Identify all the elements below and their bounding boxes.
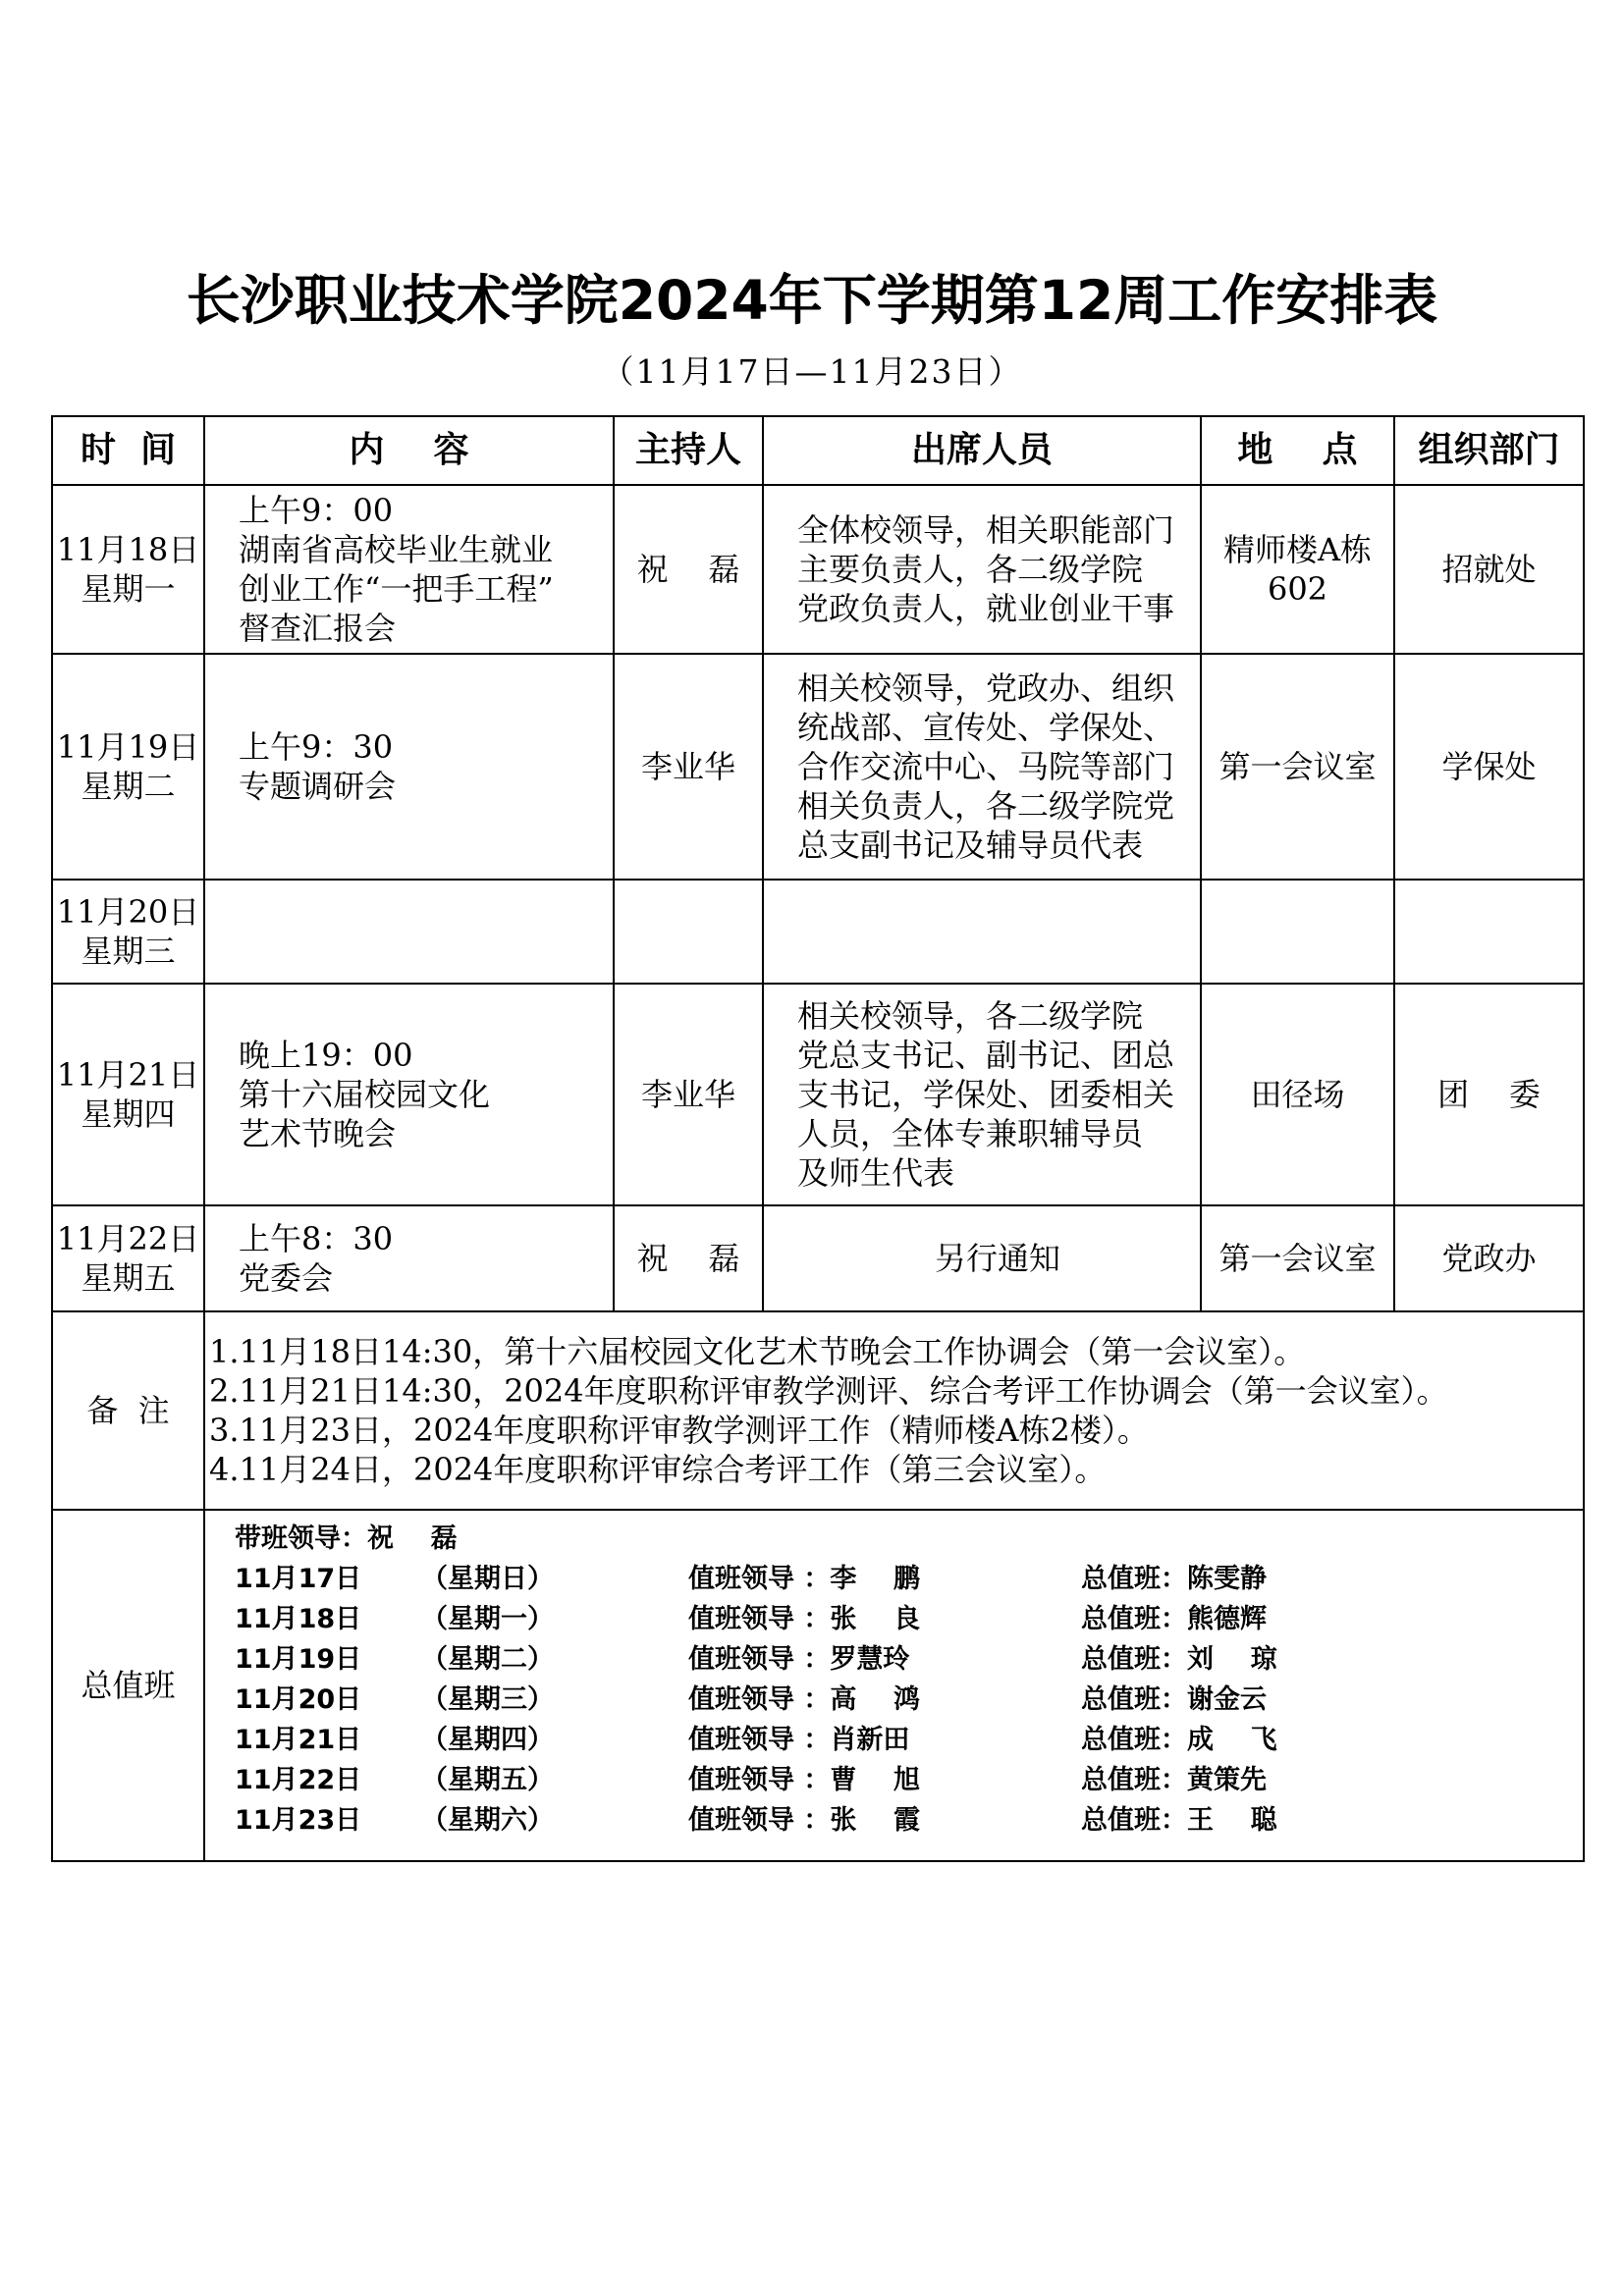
- host-name: 李业华: [640, 748, 735, 785]
- attendees-cell: [763, 880, 1201, 984]
- duty-date: 11月22日: [235, 1765, 362, 1795]
- schedule-row: [52, 984, 1584, 1205]
- duty-date: 11月17日: [235, 1564, 362, 1594]
- date-text: 11月21日: [56, 1056, 200, 1094]
- notes-cell: [204, 1311, 1584, 1510]
- attendee-line: 党政负责人，就业创业干事: [797, 590, 1175, 627]
- schedule-row: [52, 654, 1584, 880]
- duty-weekday: （星期三）: [421, 1684, 554, 1715]
- attendee-line: 支书记，学保处、团委相关: [797, 1076, 1175, 1113]
- location-line: 精师楼A栋: [1222, 531, 1373, 568]
- duty-leader: 值班领导 ：张 霞: [688, 1805, 920, 1836]
- note-item: 4.11月24日，2024年度职称评审综合考评工作（第三会议室）。: [209, 1451, 1107, 1488]
- schedule-row: [52, 1205, 1584, 1311]
- attendees-cell: [763, 654, 1201, 880]
- duty-chief: 总值班：谢金云: [1081, 1684, 1267, 1715]
- duty-schedule-line: [235, 1760, 1583, 1800]
- duty-chief: 总值班：王 聪: [1081, 1805, 1277, 1836]
- duty-lead-leader: 带班领导：祝 磊: [235, 1523, 458, 1554]
- location-cell: [1201, 654, 1394, 880]
- content-cell: [204, 984, 614, 1205]
- header-attendees: 出席人员: [763, 416, 1201, 485]
- duty-row: [52, 1510, 1584, 1861]
- host-name: 祝 磊: [636, 551, 740, 588]
- organizer-cell: [1394, 485, 1584, 654]
- duty-schedule-line: [235, 1639, 1583, 1680]
- duty-leader: 值班领导 ：张 良: [688, 1604, 920, 1634]
- organizer-name: 党政办: [1441, 1240, 1537, 1277]
- location-line: 第一会议室: [1218, 748, 1377, 785]
- schedule-table: [51, 415, 1585, 1862]
- host-cell: [614, 654, 763, 880]
- attendees-cell: [763, 1205, 1201, 1311]
- attendee-line: 党总支书记、副书记、团总: [797, 1037, 1175, 1074]
- content-cell: [204, 485, 614, 654]
- content-cell: [204, 1205, 614, 1311]
- attendee-line: 相关校领导，党政办、组织: [797, 669, 1175, 707]
- time-cell: [52, 1205, 204, 1311]
- attendee-line: 及师生代表: [797, 1154, 955, 1192]
- content-line: 上午9：00: [239, 492, 394, 529]
- duty-schedule-line: [235, 1720, 1583, 1760]
- location-cell: [1201, 880, 1394, 984]
- organizer-name: 团 委: [1437, 1076, 1541, 1113]
- duty-weekday: （星期六）: [421, 1805, 554, 1836]
- location-cell: [1201, 984, 1394, 1205]
- content-line: 上午9：30: [239, 728, 394, 766]
- duty-schedule-line: [235, 1800, 1583, 1841]
- content-line: 创业工作“一把手工程”: [239, 570, 554, 608]
- attendee-line: 总支副书记及辅导员代表: [797, 827, 1144, 864]
- content-line: 专题调研会: [239, 768, 397, 805]
- location-line: 田径场: [1250, 1076, 1345, 1113]
- duty-schedule-line: [235, 1599, 1583, 1639]
- attendee-line: 另行通知: [934, 1240, 1060, 1277]
- attendee-line: 人员，全体专兼职辅导员: [797, 1115, 1144, 1152]
- host-cell: [614, 880, 763, 984]
- duty-date: 11月21日: [235, 1725, 362, 1755]
- date-text: 11月22日: [56, 1220, 200, 1257]
- note-item: 2.11月21日14:30，2024年度职称评审教学测评、综合考评工作协调会（第一会议室）。: [209, 1372, 1448, 1410]
- header-content: 内 容: [204, 416, 614, 485]
- duty-date: 11月18日: [235, 1604, 362, 1634]
- content-line: 上午8：30: [239, 1220, 394, 1257]
- date-range-subtitle: （11月17日—11月23日）: [601, 352, 1023, 391]
- location-line: 第一会议室: [1218, 1240, 1377, 1277]
- content-cell: [204, 654, 614, 880]
- host-cell: [614, 984, 763, 1205]
- weekday-text: 星期四: [81, 1095, 176, 1133]
- weekday-text: 星期三: [81, 933, 176, 970]
- organizer-name: 招就处: [1441, 551, 1537, 588]
- duty-leader: 值班领导 ：肖新田: [688, 1725, 910, 1755]
- weekday-text: 星期二: [81, 768, 176, 805]
- date-text: 11月20日: [56, 893, 200, 931]
- date-text: 11月19日: [56, 728, 200, 766]
- duty-chief: 总值班：黄策先: [1081, 1765, 1267, 1795]
- duty-chief: 总值班：熊德辉: [1081, 1604, 1267, 1634]
- duty-date: 11月23日: [235, 1805, 362, 1836]
- schedule-row: [52, 485, 1584, 654]
- time-cell: [52, 984, 204, 1205]
- content-line: 督查汇报会: [239, 610, 397, 647]
- duty-weekday: （星期二）: [421, 1644, 554, 1675]
- attendee-line: 全体校领导，相关职能部门: [797, 511, 1175, 549]
- duty-weekday: （星期四）: [421, 1725, 554, 1755]
- duty-leader: 值班领导 ：曹 旭: [688, 1765, 920, 1795]
- duty-weekday: （星期五）: [421, 1765, 554, 1795]
- attendees-cell: [763, 485, 1201, 654]
- duty-label: 总值班: [52, 1510, 204, 1861]
- organizer-cell: [1394, 880, 1584, 984]
- location-line: 602: [1267, 570, 1328, 608]
- content-line: 晚上19：00: [239, 1037, 413, 1074]
- duty-weekday: （星期一）: [421, 1604, 554, 1634]
- content-line: 湖南省高校毕业生就业: [239, 531, 554, 568]
- host-cell: [614, 1205, 763, 1311]
- duty-chief: 总值班：刘 琼: [1081, 1644, 1277, 1675]
- duty-chief: 总值班：陈雯静: [1081, 1564, 1267, 1594]
- note-item: 1.11月18日14:30，第十六届校园文化艺术节晚会工作协调会（第一会议室）。: [209, 1333, 1306, 1370]
- attendee-line: 合作交流中心、马院等部门: [797, 748, 1175, 785]
- content-line: 党委会: [239, 1259, 334, 1297]
- duty-date: 11月19日: [235, 1644, 362, 1675]
- weekday-text: 星期一: [81, 570, 176, 608]
- organizer-cell: [1394, 654, 1584, 880]
- weekday-text: 星期五: [81, 1259, 176, 1297]
- organizer-cell: [1394, 1205, 1584, 1311]
- content-line: 第十六届校园文化: [239, 1076, 491, 1113]
- duty-schedule-line: [235, 1559, 1583, 1599]
- location-cell: [1201, 485, 1394, 654]
- page-title: 长沙职业技术学院2024年下学期第12周工作安排表: [186, 269, 1438, 332]
- time-cell: [52, 485, 204, 654]
- content-cell: [204, 880, 614, 984]
- note-item: 3.11月23日，2024年度职称评审教学测评工作（精师楼A栋2楼）。: [209, 1412, 1149, 1449]
- duty-chief: 总值班：成 飞: [1081, 1725, 1277, 1755]
- header-location: 地 点: [1201, 416, 1394, 485]
- attendee-line: 主要负责人，各二级学院: [797, 551, 1144, 588]
- date-text: 11月18日: [56, 531, 200, 568]
- attendee-line: 相关负责人，各二级学院党: [797, 787, 1175, 825]
- header-row: [52, 416, 1584, 485]
- duty-weekday: （星期日）: [421, 1564, 554, 1594]
- time-cell: [52, 880, 204, 984]
- duty-leader: 值班领导 ：罗慧玲: [688, 1644, 910, 1675]
- attendee-line: 相关校领导，各二级学院: [797, 997, 1144, 1035]
- header-time: 时 间: [52, 416, 204, 485]
- duty-date: 11月20日: [235, 1684, 362, 1715]
- attendee-line: 统战部、宣传处、学保处、: [797, 709, 1175, 746]
- location-cell: [1201, 1205, 1394, 1311]
- header-host: 主持人: [614, 416, 763, 485]
- schedule-row: [52, 880, 1584, 984]
- host-name: 李业华: [640, 1076, 735, 1113]
- duty-leader: 值班领导 ：李 鹏: [688, 1564, 920, 1594]
- host-name: 祝 磊: [636, 1240, 740, 1277]
- organizer-name: 学保处: [1441, 748, 1537, 785]
- host-cell: [614, 485, 763, 654]
- duty-leader: 值班领导 ：高 鸿: [688, 1684, 920, 1715]
- header-organizer: 组织部门: [1394, 416, 1584, 485]
- notes-row: [52, 1311, 1584, 1510]
- attendees-cell: [763, 984, 1201, 1205]
- content-line: 艺术节晚会: [239, 1115, 397, 1152]
- organizer-cell: [1394, 984, 1584, 1205]
- duty-schedule-line: [235, 1680, 1583, 1720]
- duty-cell: [204, 1510, 1584, 1861]
- notes-label: 备 注: [52, 1311, 204, 1510]
- time-cell: [52, 654, 204, 880]
